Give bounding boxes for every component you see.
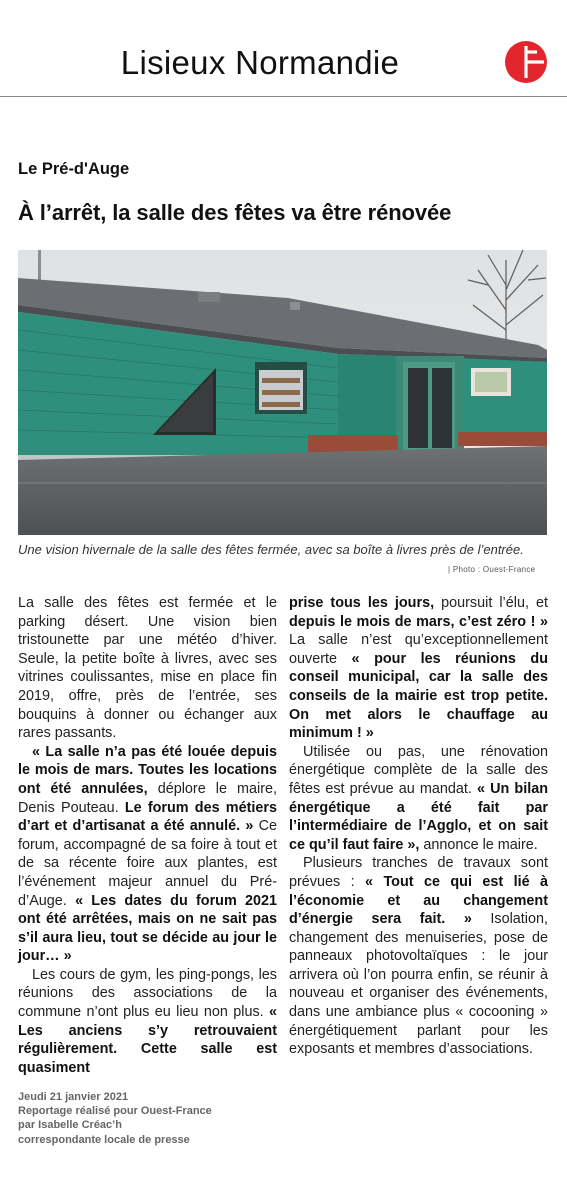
- photo-caption: Une vision hivernale de la salle des fêtes fermée, avec sa boîte à livres près de l’entrée.: [18, 542, 524, 557]
- masthead-divider: [0, 96, 567, 97]
- paragraph: [18, 966, 277, 1078]
- text-run: Isolation, changement des menuiseries, pose de panneaux photovoltaïques : le jour arrivera où l’on pourra enfin, se réunir à nouveau et organiser des événements, dans une ambiance plus « cocooning » énergétiquement parlant pour les exposants et membres d’associations.: [289, 911, 549, 1058]
- paragraph: [289, 743, 548, 855]
- text-run: déplore le maire, Denis Pouteau.: [18, 780, 278, 816]
- article-headline: À l’arrêt, la salle des fêtes va être rénovée: [18, 200, 452, 225]
- quote-run: « La salle n’a pas été louée depuis le mois de mars. Toutes les locations ont été annulées,: [18, 743, 277, 797]
- text-run: Les cours de gym, les ping-pongs, les réunions des associations de la commune n’ont plus eu lieu non plus.: [18, 966, 277, 1021]
- text-run: annonce le maire.: [423, 836, 538, 853]
- text-run: Ce forum, accompagné de sa foire à tout et de sa récente foire aux plantes, est l’événement majeur annuel du Pré-d’Auge.: [18, 818, 278, 909]
- text-run: Utilisée ou pas, une rénovation énergétique complète de la salle des fêtes est prévue au mandat.: [289, 743, 548, 797]
- article-column-left: [18, 594, 277, 1077]
- author-role: correspondante locale de presse: [18, 1133, 190, 1146]
- paragraph: [18, 594, 277, 743]
- text-run: poursuit l’élu, et: [441, 595, 548, 611]
- article-footer: [18, 1090, 212, 1147]
- masthead: [0, 0, 567, 97]
- quote-run: « pour les réunions du conseil municipal, car la salle des conseils de la mairie est trop petite. On met alors le chauffage au minimum ! »: [289, 650, 549, 742]
- paragraph: [289, 594, 548, 743]
- quote-run: Le forum des métiers d’art et d’artisanat a été annulé. »: [18, 799, 277, 835]
- text-run: Plusieurs tranches de travaux sont prévues :: [289, 855, 548, 890]
- text-run: La salle des fêtes est fermée et le parking désert. Une vision bien tristounette par une météo d’hiver. Seule, la petite boîte à livres, avec ses vitrines coulissantes, mise en place fin 2019, offre, près de l’entrée, ses bouquins à donner ou échanger aux rares passants.: [18, 595, 277, 742]
- text-run: La salle n’est qu’exceptionnellement ouverte: [289, 632, 548, 667]
- report-credit: Reportage réalisé pour Ouest-France: [18, 1105, 212, 1118]
- article-column-right: [289, 594, 548, 1059]
- quote-run: depuis le mois de mars, c’est zéro ! »: [289, 613, 548, 630]
- article-rubric: Le Pré-d'Auge: [18, 160, 130, 178]
- masthead-title: Lisieux Normandie: [120, 44, 400, 81]
- quote-run: « Un bilan énergétique a été fait par l’intermédiaire de l’Agglo, et on sait ce qu’il faut faire »,: [289, 780, 548, 853]
- ouest-france-logo-icon: [504, 40, 548, 84]
- quote-run: prise tous les jours,: [289, 595, 435, 611]
- quote-run: « Les anciens s’y retrouvaient régulièrement. Cette salle est quasiment: [18, 1004, 278, 1076]
- author-name: par Isabelle Créac’h: [18, 1119, 122, 1132]
- photo-credit: | Photo : Ouest-France: [448, 565, 536, 574]
- quote-run: « Les dates du forum 2021 ont été arrêtées, mais on ne sait pas s’il aura lieu, tout se décide au jour le jour… »: [18, 892, 278, 965]
- article-photo: [18, 250, 547, 535]
- publication-date: Jeudi 21 janvier 2021: [18, 1091, 129, 1103]
- quote-run: « Tout ce qui est lié à l’économie et au changement d’énergie sera fait. »: [289, 873, 548, 928]
- paragraph: [18, 743, 277, 966]
- paragraph: [289, 854, 548, 1059]
